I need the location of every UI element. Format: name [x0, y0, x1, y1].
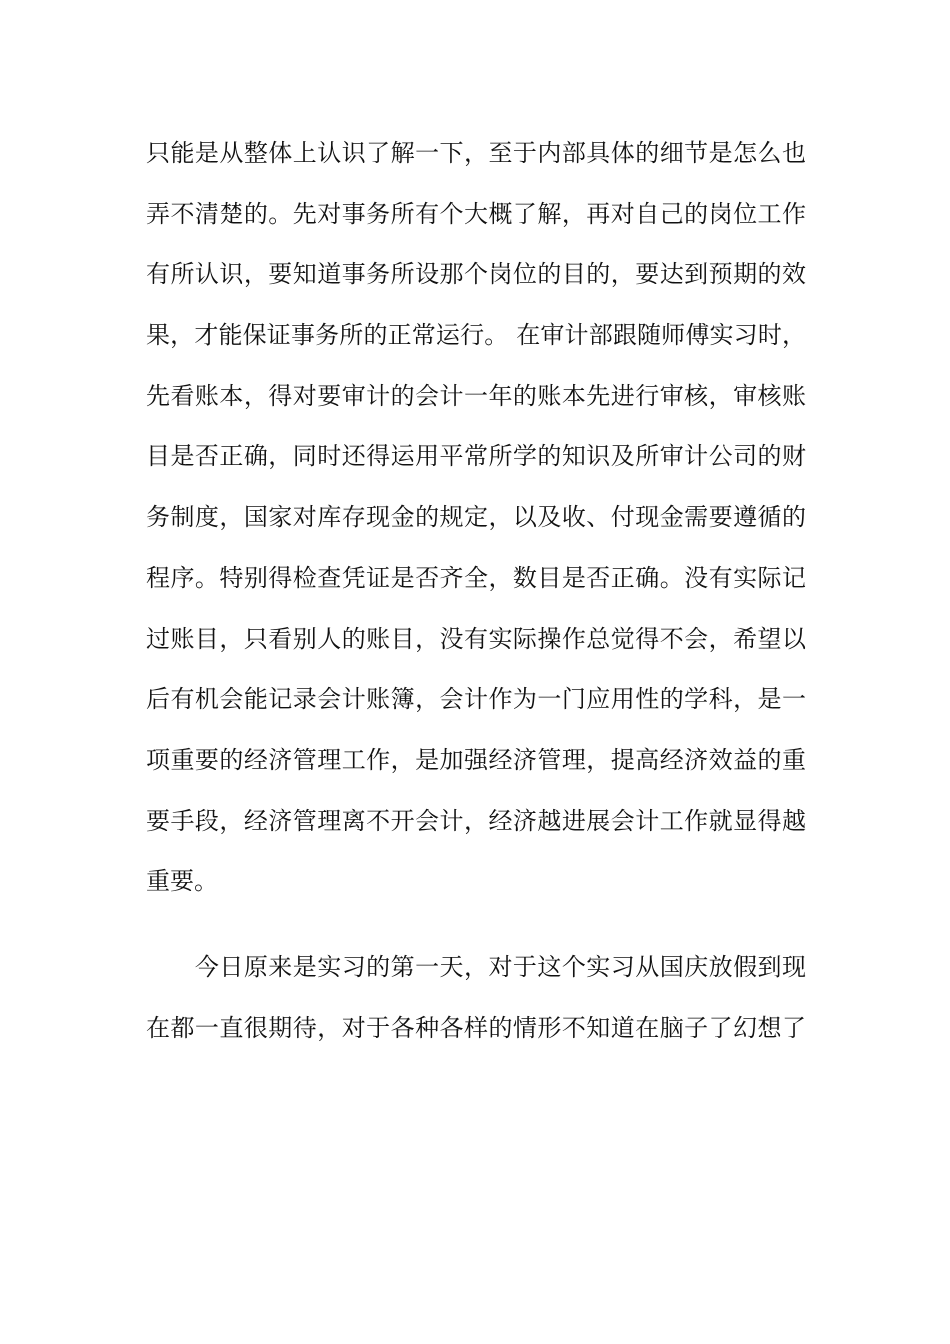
text-line: 在都一直很期待，对于各种各样的情形不知道在脑子了幻想了: [146, 1013, 806, 1042]
text-line: 果，才能保证事务所的正常运行。 在审计部跟随师傅实习时，: [146, 321, 806, 350]
text-line: 只能是从整体上认识了解一下，至于内部具体的细节是怎么也: [146, 139, 806, 167]
text-line: 程序。特别得检查凭证是否齐全，数目是否正确。没有实际记: [146, 563, 806, 592]
text-line: 过账目，只看别人的账目，没有实际操作总觉得不会，希望以: [146, 624, 806, 653]
text-line: 有所认识，要知道事务所设那个岗位的目的，要达到预期的效: [146, 260, 806, 289]
text-line: 务制度，国家对库存现金的规定，以及收、付现金需要遵循的: [146, 503, 806, 532]
paragraph-2: [146, 945, 806, 1066]
paragraph-1: [146, 131, 806, 920]
paragraph-gap: [146, 920, 806, 945]
text-line: 后有机会能记录会计账簿，会计作为一门应用性的学科，是一: [146, 685, 806, 714]
text-line: 目是否正确，同时还得运用平常所学的知识及所审计公司的财: [146, 442, 806, 471]
text-line: 弄不清楚的。先对事务所有个大概了解，再对自己的岗位工作: [146, 199, 806, 228]
text-line: 今日原来是实习的第一天，对于这个实习从国庆放假到现: [146, 952, 806, 981]
text-line: 项重要的经济管理工作，是加强经济管理，提高经济效益的重: [146, 745, 806, 774]
body-text: [146, 131, 806, 1066]
text-line: 先看账本，得对要审计的会计一年的账本先进行审核，审核账: [146, 381, 806, 410]
text-line: 重要。: [146, 867, 218, 896]
text-line: 要手段，经济管理离不开会计，经济越进展会计工作就显得越: [146, 806, 806, 835]
